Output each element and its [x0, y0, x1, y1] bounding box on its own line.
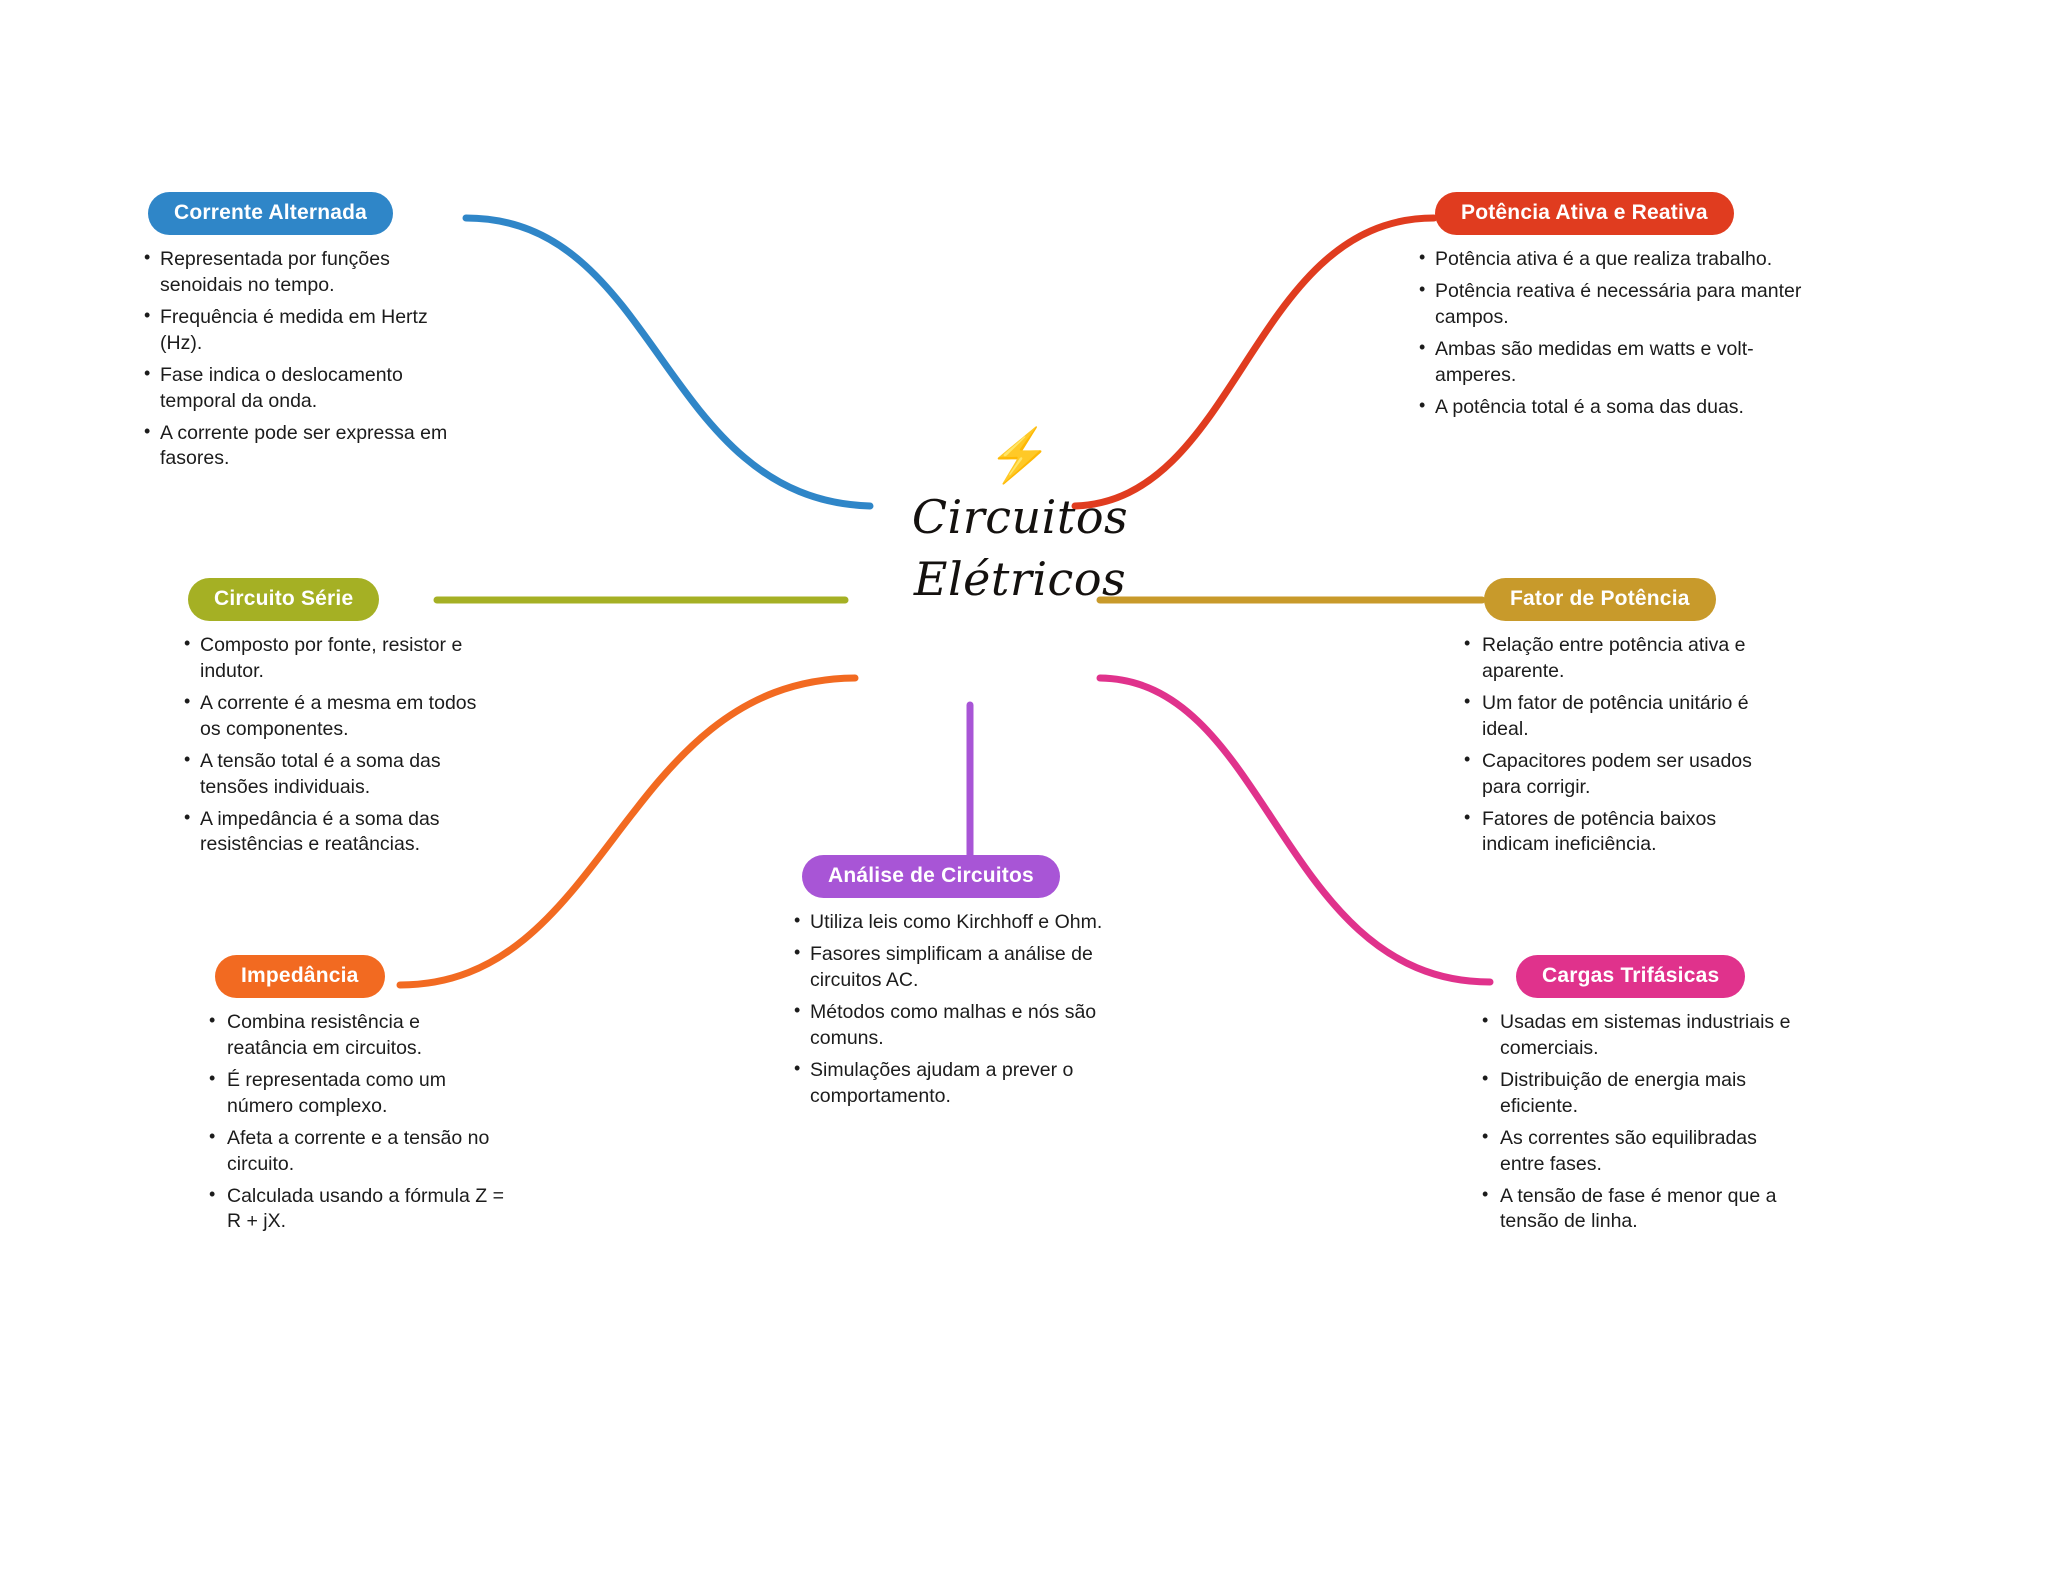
branch-items-circuito-serie: [180, 633, 500, 858]
list-item: • Relação entre potência ativa e aparente.: [1460, 633, 1780, 685]
list-item: • Fatores de potência baixos indicam ineficiência.: [1460, 807, 1780, 859]
list-item: • A corrente pode ser expressa em fasores.: [140, 421, 470, 473]
branch-fator-de-potencia[interactable]: [1460, 578, 1780, 864]
list-item: • Métodos como malhas e nós são comuns.: [790, 1000, 1150, 1052]
list-item: • É representada como um número complexo.: [205, 1068, 505, 1120]
branch-circuito-serie[interactable]: [180, 578, 500, 864]
branch-items-corrente-alternada: [140, 247, 470, 472]
list-item: • Representada por funções senoidais no tempo.: [140, 247, 470, 299]
list-item: • Composto por fonte, resistor e indutor.: [180, 633, 500, 685]
list-item: • Combina resistência e reatância em circuitos.: [205, 1010, 505, 1062]
list-item: • A tensão total é a soma das tensões individuais.: [180, 749, 500, 801]
branch-label-corrente-alternada[interactable]: Corrente Alternada: [148, 192, 393, 235]
list-item: • Utiliza leis como Kirchhoff e Ohm.: [790, 910, 1150, 936]
central-node: [820, 427, 1220, 610]
list-item: • Usadas em sistemas industriais e comerciais.: [1478, 1010, 1798, 1062]
page-title: [820, 486, 1220, 610]
branch-items-cargas-trifasicas: [1478, 1010, 1798, 1235]
branch-label-cargas-trifasicas[interactable]: Cargas Trifásicas: [1516, 955, 1745, 998]
list-item: • Potência reativa é necessária para manter campos.: [1415, 279, 1815, 331]
branch-label-circuito-serie[interactable]: Circuito Série: [188, 578, 379, 621]
list-item: • Fasores simplificam a análise de circuitos AC.: [790, 942, 1150, 994]
branch-label-analise-de-circuitos[interactable]: Análise de Circuitos: [802, 855, 1060, 898]
branch-label-potencia-ativa-e-reativa[interactable]: Potência Ativa e Reativa: [1435, 192, 1734, 235]
list-item: • Fase indica o deslocamento temporal da onda.: [140, 363, 470, 415]
branch-items-fator-de-potencia: [1460, 633, 1780, 858]
list-item: • Ambas são medidas em watts e volt-amperes.: [1415, 337, 1815, 389]
list-item: • Capacitores podem ser usados para corrigir.: [1460, 749, 1780, 801]
list-item: • A impedância é a soma das resistências e reatâncias.: [180, 807, 500, 859]
branch-cargas-trifasicas[interactable]: [1478, 955, 1798, 1241]
branch-items-potencia-ativa-e-reativa: [1415, 247, 1815, 421]
list-item: • Distribuição de energia mais eficiente.: [1478, 1068, 1798, 1120]
branch-analise-de-circuitos[interactable]: [790, 855, 1150, 1115]
branch-items-impedancia: [205, 1010, 505, 1235]
branch-corrente-alternada[interactable]: [140, 192, 470, 478]
branch-impedancia[interactable]: [205, 955, 505, 1241]
branch-label-fator-de-potencia[interactable]: Fator de Potência: [1484, 578, 1716, 621]
list-item: • Potência ativa é a que realiza trabalho.: [1415, 247, 1815, 273]
branch-potencia-ativa-e-reativa[interactable]: [1415, 192, 1815, 427]
list-item: • Afeta a corrente e a tensão no circuito.: [205, 1126, 505, 1178]
list-item: • A potência total é a soma das duas.: [1415, 395, 1815, 421]
list-item: • A corrente é a mesma em todos os componentes.: [180, 691, 500, 743]
page-title-line-1: Circuitos: [911, 490, 1129, 544]
list-item: • Calculada usando a fórmula Z = R + jX.: [205, 1184, 505, 1236]
list-item: • Frequência é medida em Hertz (Hz).: [140, 305, 470, 357]
lightning-bolt-icon: ⚡: [987, 427, 1053, 485]
list-item: • A tensão de fase é menor que a tensão de linha.: [1478, 1184, 1798, 1236]
list-item: • Simulações ajudam a prever o comportamento.: [790, 1058, 1150, 1110]
page-title-line-2: Elétricos: [913, 552, 1127, 607]
connector-cargas: [1100, 678, 1490, 982]
connector-corrente-alternada: [466, 218, 870, 506]
branch-label-impedancia[interactable]: Impedância: [215, 955, 385, 998]
branch-items-analise-de-circuitos: [790, 910, 1150, 1109]
list-item: • As correntes são equilibradas entre fases.: [1478, 1126, 1798, 1178]
list-item: • Um fator de potência unitário é ideal.: [1460, 691, 1780, 743]
